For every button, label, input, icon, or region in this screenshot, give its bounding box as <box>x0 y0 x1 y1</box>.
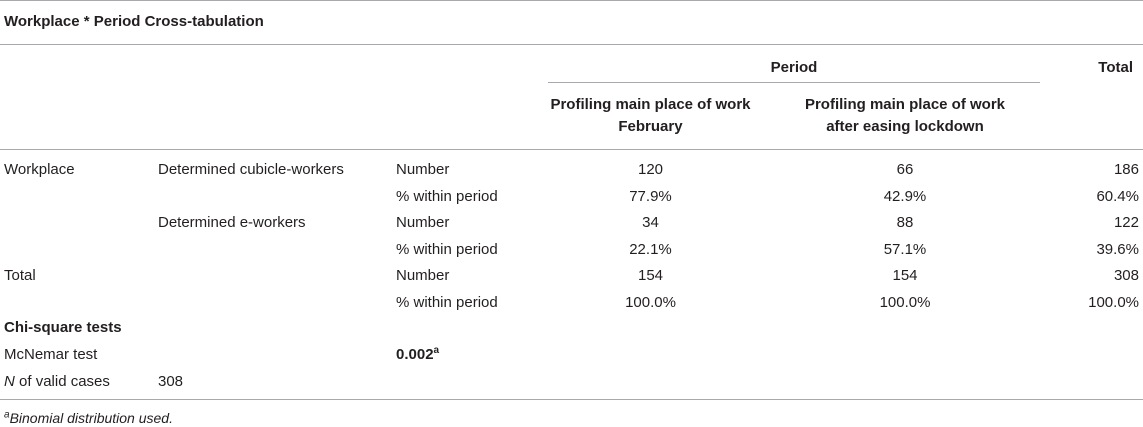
cell-lockdown: 88 <box>896 214 914 231</box>
title-rule <box>0 44 1143 45</box>
period-underline <box>548 82 1040 83</box>
row-statistic: % within period <box>396 241 498 258</box>
footnote: $^a$Binomial distribution used. <box>4 409 173 426</box>
cell-february: 77.9% <box>629 188 672 205</box>
cell-total: 60.4% <box>1096 188 1139 205</box>
row-statistic: Number <box>396 267 450 284</box>
top-rule <box>0 0 1143 1</box>
valid-cases-value: 308 <box>158 373 184 390</box>
row-statistic: % within period <box>396 188 498 205</box>
period-header: Period <box>770 59 818 76</box>
cell-february: 34 <box>642 214 659 231</box>
valid-cases-label: N of valid cases <box>4 373 110 390</box>
row-statistic: % within period <box>396 294 498 311</box>
cell-total: 39.6% <box>1096 241 1139 258</box>
cell-total: 100.0% <box>1088 294 1139 311</box>
cell-lockdown: 100.0% <box>879 294 931 311</box>
cell-lockdown: 154 <box>892 267 918 284</box>
cell-total: 122 <box>1113 214 1139 231</box>
cell-lockdown: 57.1% <box>883 241 927 258</box>
row-variable: Workplace <box>4 161 75 178</box>
cell-february: 120 <box>637 161 664 178</box>
col-february-header: Profiling main place of work February <box>550 96 751 135</box>
cell-february: 154 <box>637 267 664 284</box>
row-group: Determined e-workers <box>158 214 306 231</box>
header-rule <box>0 149 1143 150</box>
mcnemar-label: McNemar test <box>4 346 98 363</box>
cell-lockdown: 42.9% <box>883 188 927 205</box>
chi-square-heading: Chi-square tests <box>4 319 122 336</box>
cell-total: 186 <box>1113 161 1139 178</box>
row-statistic: Number <box>396 161 450 178</box>
mcnemar-value: 0.002$^a$ <box>396 345 440 363</box>
col-lockdown-header: Profiling main place of work after easing lockdown <box>804 96 1006 135</box>
row-variable: Total <box>4 267 36 284</box>
table-title: Workplace * Period Cross-tabulation <box>4 13 264 30</box>
cell-lockdown: 66 <box>896 161 914 178</box>
cell-february: 100.0% <box>625 294 676 311</box>
row-group: Determined cubicle-workers <box>158 161 344 178</box>
cell-february: 22.1% <box>629 241 672 258</box>
cell-total: 308 <box>1113 267 1139 284</box>
row-statistic: Number <box>396 214 450 231</box>
bottom-rule <box>0 399 1143 400</box>
total-header: Total <box>1098 59 1133 76</box>
